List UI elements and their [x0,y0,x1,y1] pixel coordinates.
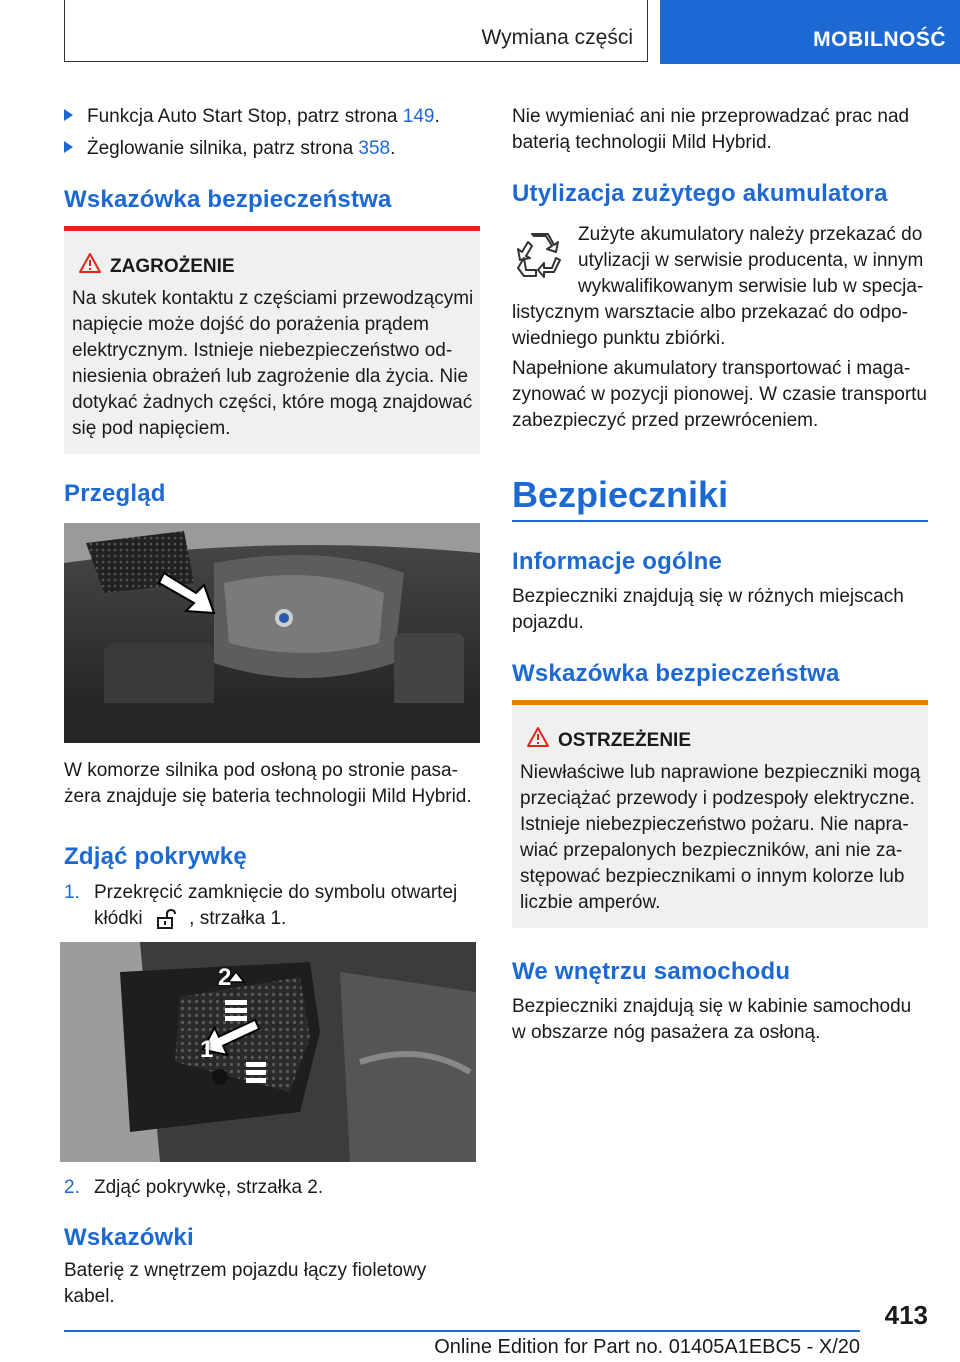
warning-text: Niewłaściwe lub naprawione bezpieczniki mogą przeciążać przewody i podzespoły elektryczne. Istnieje niebezpieczeństwo pożaru. Nie napra- wiać przepalonych bezpieczników, ani nie za- stępować bezpiecznikami o innym kolorze lub liczbie amperów. [520,762,921,913]
footer-rule [64,1330,860,1332]
arrow-label-1: 1 [200,1036,214,1063]
danger-box [64,226,480,454]
bullet-item: Żeglowanie silnika, patrz strona 358. [64,136,480,162]
overview-text: W komorze silnika pod osłoną po stronie pasa- żera znajduje się bateria technologii Mild Hybrid. [64,760,472,807]
step-2: 2. Zdjąć pokrywkę, strzałka 2. [64,1175,480,1201]
section-heading-general: Informacje ogólne [512,548,723,575]
page-number: 413 [884,1300,928,1330]
header-frame [64,0,648,62]
arrow-label-2: 2 [218,964,232,991]
disposal-text: listycznym warsztacie albo przekazać do odpo- wiedniego punktu zbiórki. [512,302,909,349]
warning-triangle-icon [78,252,102,279]
chapter-tab-label: MOBILNOŚĆ [813,28,946,51]
chapter-heading-fuses: Bezpieczniki [512,474,729,515]
open-padlock-icon [148,908,184,930]
step-number: 1. [64,882,80,903]
triangle-bullet-icon [64,141,73,153]
recycle-icon [514,228,566,280]
danger-title: ZAGROŻENIE [110,256,235,277]
engine-bay-photo [64,523,480,743]
section-heading-safety-right: Wskazówka bezpieczeństwa [512,660,840,687]
page-link-358[interactable]: 358 [358,138,391,159]
battery-cover-photo [60,942,476,1162]
heading-rule [512,520,928,522]
intro-text: Nie wymieniać ani nie przeprowadzać prac nad baterią technologii Mild Hybrid. [512,106,910,153]
transport-text: Napełnione akumulatory transportować i maga- zynować w pozycji pionowej. W czasie transportu zabezpieczyć przed przewróceniem. [512,358,928,431]
section-heading-notes: Wskazówki [64,1224,194,1251]
edition-footer: Online Edition for Part no. 01405A1EBC5 - X/20 [434,1336,860,1358]
section-heading-remove-cover: Zdjąć pokrywkę [64,843,247,870]
warning-title: OSTRZEŻENIE [558,730,692,751]
disposal-text-indented: Zużyte akumulatory należy przekazać do utylizacji w serwisie producenta, w innym wykwalifikowanym serwisie lub w specja- [578,224,924,297]
section-heading-safety: Wskazówka bezpieczeństwa [64,186,392,213]
danger-text: Na skutek kontaktu z częściami przewodzącymi napięcie może dojść do porażenia prądem elektrycznym. Istnieje niebezpieczeństwo od- niesienia obrażeń lub zagrożenie dla życia. Nie dotykać żadnych części, które mogą znajdować się pod napięciem. [72,288,474,439]
step-1: 1. Przekręcić zamknięcie do symbolu otwartej kłódki , strzałka 1. [64,882,458,929]
warning-bar [512,700,928,705]
section-title: Wymiana części [481,26,633,49]
step-number: 2. [64,1177,80,1198]
notes-text: Baterię z wnętrzem pojazdu łączy fioletowy kabel. [64,1260,427,1307]
section-heading-disposal: Utylizacja zużytego akumulatora [512,180,888,207]
triangle-bullet-icon [64,109,73,121]
bullet-item: Funkcja Auto Start Stop, patrz strona 149. [64,104,480,130]
warning-triangle-icon [526,726,550,753]
section-heading-interior: We wnętrzu samochodu [512,958,791,985]
danger-bar [64,226,480,231]
warning-box [512,700,928,928]
chapter-tab[interactable] [660,0,960,64]
section-heading-overview: Przegląd [64,480,166,507]
left-bullets [64,104,480,162]
page-link-149[interactable]: 149 [402,106,435,127]
interior-text: Bezpieczniki znajdują się w kabinie samochodu w obszarze nóg pasażera za osłoną. [512,996,912,1043]
general-text: Bezpieczniki znajdują się w różnych miejscach pojazdu. [512,586,904,633]
